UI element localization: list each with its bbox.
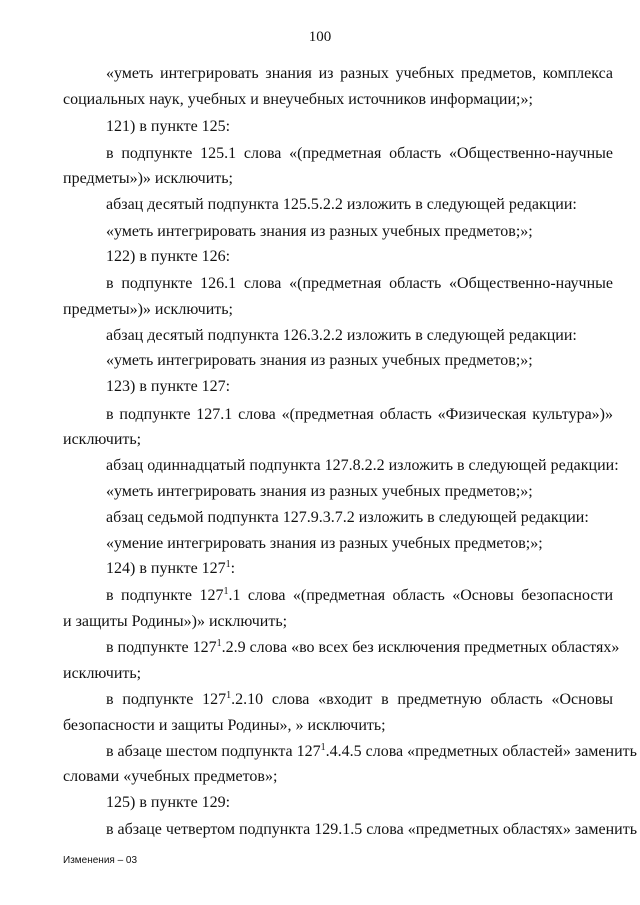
text-line: в подпункте 126.1 слова «(предметная область «Общественно-научные xyxy=(106,275,613,292)
page-number: 100 xyxy=(308,29,332,45)
text-line: 123) в пункте 127: xyxy=(106,378,231,395)
text-line: безопасности и защиты Родины», » исключить; xyxy=(63,717,386,734)
text-line: в подпункте 127.1 слова «(предметная область «Физическая культура»)» xyxy=(106,406,613,423)
text-line: в абзаце шестом подпункта $127^1.4.4.5$ слова «предметных областей» заменить xyxy=(106,742,637,760)
text-line: абзац седьмой подпункта 127.9.3.7.2 изложить в следующей редакции: xyxy=(106,509,589,526)
text-line: исключить; xyxy=(63,665,142,682)
text-line: «уметь интегрировать знания из разных учебных предметов;»; xyxy=(106,352,533,369)
text-line: «уметь интегрировать знания из разных учебных предметов;»; xyxy=(106,483,533,500)
text-line: в подпункте $127^1.1$ слова «(предметная область «Основы безопасности xyxy=(106,586,614,604)
text-line: «уметь интегрировать знания из разных учебных предметов;»; xyxy=(106,223,533,240)
text-line: абзац одиннадцатый подпункта 127.8.2.2 изложить в следующей редакции: xyxy=(106,457,619,474)
text-line: в подпункте $127^1.2.10$ слова «входит в предметную область «Основы xyxy=(106,690,614,708)
text-line: 124) в пункте $127^1$: xyxy=(106,559,236,577)
text-line: словами «учебных предметов»; xyxy=(63,768,278,785)
text-line: 122) в пункте 126: xyxy=(106,248,231,265)
text-line: исключить; xyxy=(63,431,142,448)
text-line: «уметь интегрировать знания из разных учебных предметов, комплекса xyxy=(106,65,613,82)
text-line: 125) в пункте 129: xyxy=(106,794,231,811)
text-line: социальных наук, учебных и внеучебных источников информации;»; xyxy=(63,91,533,108)
text-line: «умение интегрировать знания из разных учебных предметов;»; xyxy=(106,535,543,552)
text-line: абзац десятый подпункта 125.5.2.2 изложить в следующей редакции: xyxy=(106,196,577,213)
text-line: 121) в пункте 125: xyxy=(106,118,231,135)
text-line: в подпункте $127^1.2.9$ слова «во всех без исключения предметных областях» xyxy=(106,638,620,656)
footer-revision-note: Изменения – 03 xyxy=(63,855,138,866)
text-line: в подпункте 125.1 слова «(предметная область «Общественно-научные xyxy=(106,145,613,162)
text-line: в абзаце четвертом подпункта 129.1.5 слова «предметных областях» заменить xyxy=(106,821,637,838)
text-line: абзац десятый подпункта 126.3.2.2 изложить в следующей редакции: xyxy=(106,327,577,344)
text-line: предметы»)» исключить; xyxy=(63,301,233,318)
text-line: предметы»)» исключить; xyxy=(63,170,233,187)
text-line: и защиты Родины»)» исключить; xyxy=(63,613,288,630)
